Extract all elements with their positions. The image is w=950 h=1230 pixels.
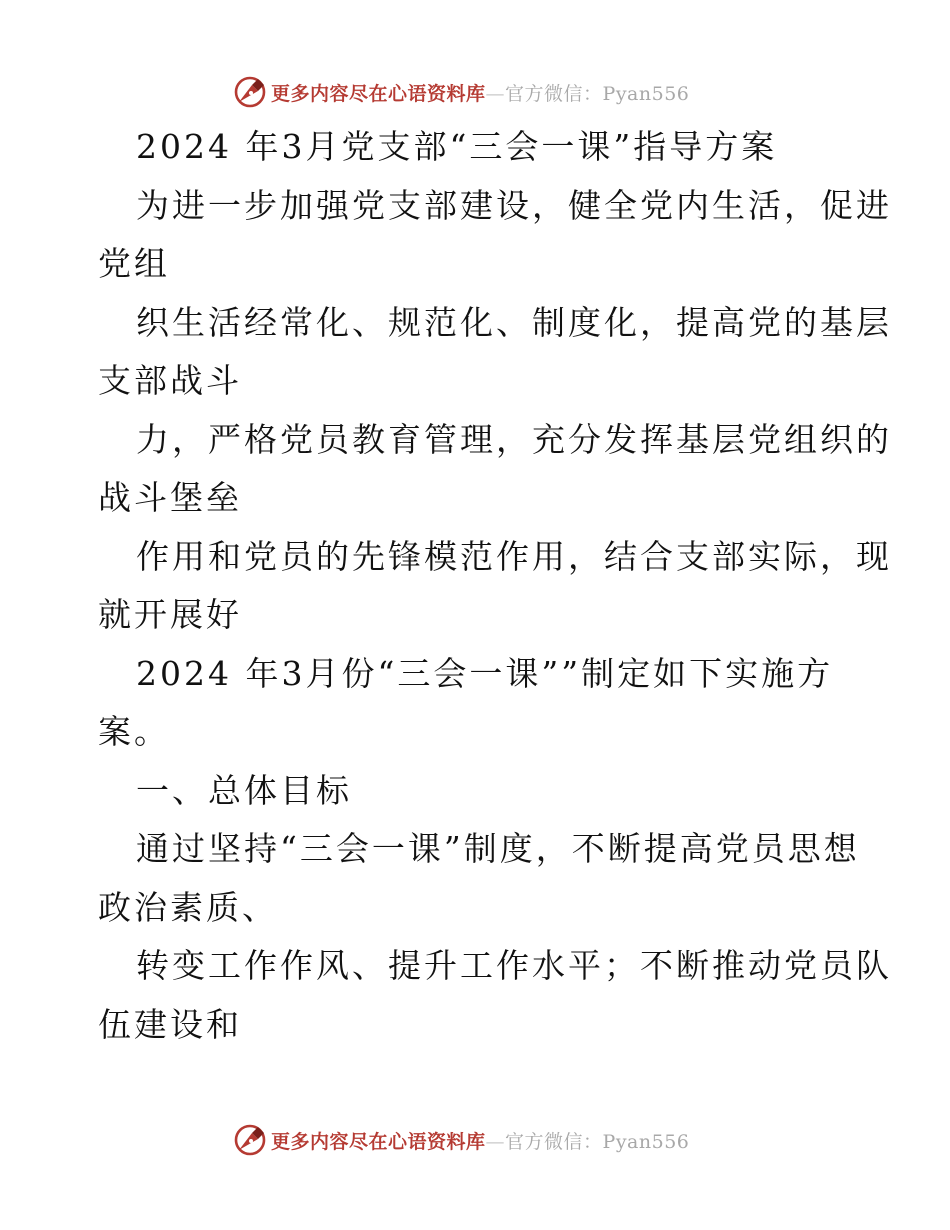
footer-contact-label: 官方微信： (505, 1130, 603, 1153)
paragraph-line: 为进一步加强党支部建设，健全党内生活，促进 (136, 185, 892, 225)
paragraph-line: 转变工作作风、提升工作水平；不断推动党员队 (136, 946, 892, 985)
header-separator: — (485, 82, 506, 105)
document-title: 2024 年3月党支部“三会一课”指导方案 (136, 127, 778, 166)
paragraph-line: 就开展好 (98, 595, 242, 634)
paragraph-line: 2024 年3月份“三会一课””制定如下实施方 (136, 653, 834, 693)
footer-brand: 更多内容尽在心语资料库 (271, 1130, 486, 1153)
paragraph-line: 作用和党员的先锋模范作用，结合支部实际，现 (136, 536, 892, 576)
header-contact-label: 官方微信： (505, 82, 603, 105)
pen-nib-icon (233, 75, 267, 109)
document-body (98, 118, 892, 1054)
header-banner (233, 70, 753, 114)
paragraph-line: 党组 (98, 244, 170, 283)
section-heading: 一、总体目标 (136, 770, 352, 810)
paragraph-line: 力，严格党员教育管理，充分发挥基层党组织的 (136, 419, 892, 459)
paragraph-line: 支部战斗 (98, 361, 242, 400)
footer-banner (233, 1118, 753, 1162)
header-brand: 更多内容尽在心语资料库 (271, 82, 486, 105)
paragraph-line: 政治素质、 (98, 887, 278, 927)
footer-contact-id: Pyan556 (602, 1130, 690, 1153)
paragraph-line: 伍建设和 (98, 1004, 242, 1044)
footer-separator: — (485, 1130, 506, 1153)
paragraph-line: 通过坚持“三会一课”制度，不断提高党员思想 (136, 829, 860, 868)
header-contact-id: Pyan556 (602, 82, 690, 105)
paragraph-line: 战斗堡垒 (98, 478, 242, 517)
footer-banner-text (271, 1127, 689, 1154)
pen-nib-icon (233, 1123, 267, 1157)
header-banner-text (271, 79, 689, 106)
paragraph-line: 织生活经常化、规范化、制度化，提高党的基层 (136, 302, 892, 342)
paragraph-line: 案。 (98, 712, 170, 751)
